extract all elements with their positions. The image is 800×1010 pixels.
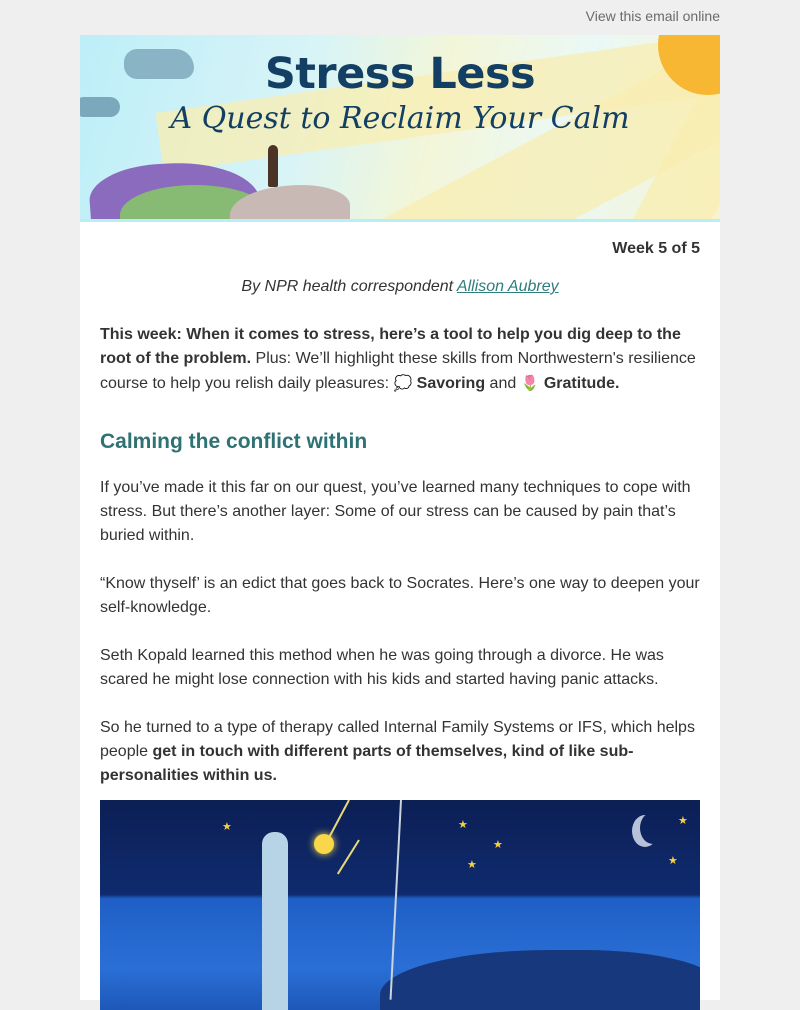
intro-paragraph — [100, 323, 700, 396]
view-email-online-link[interactable]: View this email online — [585, 8, 720, 24]
body-paragraph: If you’ve made it this far on our quest, you’ve learned many techniques to cope with stress. But there’s another layer: Some of our stress can be caused by pain that’s buried within. — [100, 479, 691, 544]
email-body — [80, 35, 720, 1000]
body-paragraph: “Know thyself’ is an edict that goes back to Socrates. Here’s one way to deepen your self-knowledge. — [100, 575, 700, 616]
banner-divider — [80, 219, 720, 222]
star-icon: ★ — [668, 855, 678, 867]
email-topbar — [0, 0, 800, 35]
star-icon: ★ — [493, 839, 503, 851]
gratitude-label: Gratitude. — [543, 375, 620, 392]
byline-prefix: By NPR health correspondent — [241, 278, 457, 295]
ifs-bold: get in touch with different parts of themselves, kind of like sub-personalities within us. — [100, 743, 634, 784]
person-silhouette — [262, 832, 288, 1010]
savoring-label: Savoring — [416, 375, 486, 392]
author-link[interactable]: Allison Aubrey — [456, 278, 559, 295]
section-heading: Calming the conflict within — [100, 430, 368, 453]
banner-subtitle: A Quest to Reclaim Your Calm — [170, 101, 630, 136]
thought-bubble-icon: 💭 — [393, 374, 413, 392]
tulip-icon: 🌷 — [520, 374, 540, 392]
banner-title: Stress Less — [264, 49, 536, 99]
glowing-orb — [314, 834, 334, 854]
night-sky-illustration — [100, 800, 700, 1010]
moon-icon — [640, 812, 666, 844]
hill-shape — [380, 950, 700, 1010]
ifs-text: So he turned to a type of therapy called Internal Family Systems or IFS, which helps people — [100, 719, 695, 760]
star-icon: ★ — [458, 819, 468, 831]
ifs-paragraph — [100, 716, 700, 788]
intro-lead: This week: When it comes to stress, here’s a tool to help you dig deep to the root of the problem. — [100, 326, 681, 367]
shooting-star — [337, 839, 360, 874]
header-banner — [80, 35, 720, 222]
content — [80, 240, 720, 1010]
byline — [100, 278, 700, 296]
star-icon: ★ — [467, 859, 477, 871]
week-indicator: Week 5 of 5 — [612, 240, 700, 257]
and-text: and — [485, 375, 521, 392]
star-icon: ★ — [222, 821, 232, 833]
body-paragraph: Seth Kopald learned this method when he was going through a divorce. He was scared he might lose connection with his kids and started having panic attacks. — [100, 647, 664, 688]
light-beam — [390, 800, 402, 1000]
intro-text: Plus: We’ll highlight these skills from Northwestern's resilience course to help you relish daily pleasures: — [100, 350, 696, 392]
star-icon: ★ — [678, 815, 688, 827]
person-silhouette-icon — [268, 145, 278, 187]
